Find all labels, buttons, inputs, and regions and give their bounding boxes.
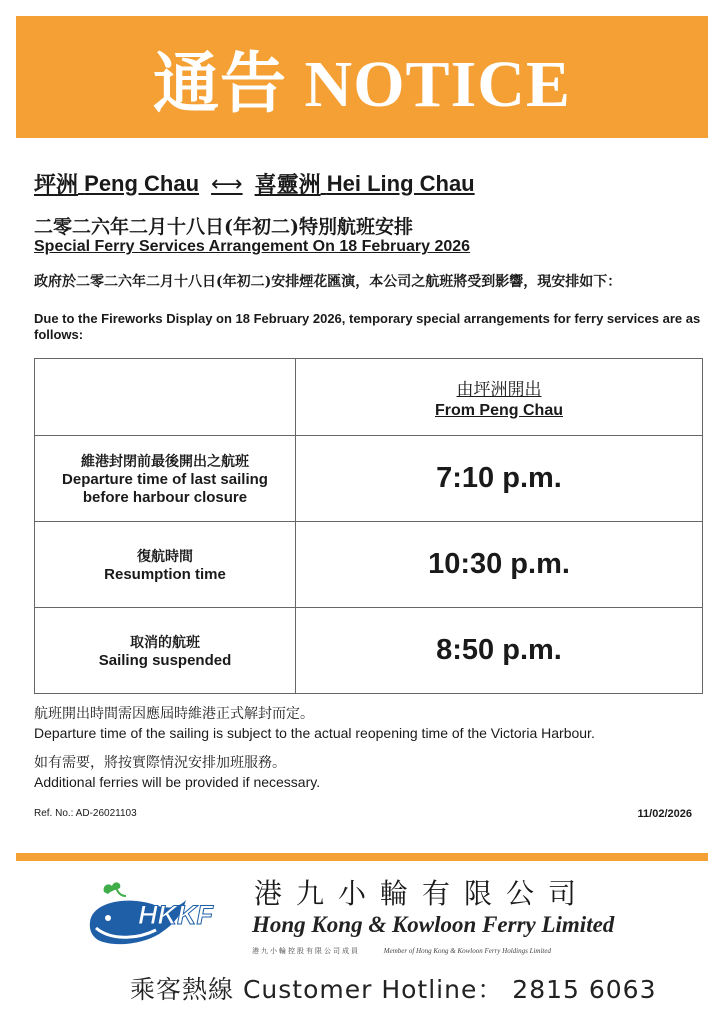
route-from-en: Peng Chau <box>84 170 200 196</box>
note-additional-zh: 如有需要，將按實際情況安排加班服務。 <box>34 755 286 771</box>
column-title-zh: 由坪洲開出 <box>456 379 542 400</box>
company-name-en: Hong Kong & Kowloon Ferry Limited <box>252 912 615 937</box>
table-row <box>35 436 703 522</box>
bidirectional-arrow-icon: ⟷ <box>211 170 243 196</box>
route-to-zh: 喜靈洲 <box>254 172 321 197</box>
row-label-zh: 復航時間 <box>137 548 193 565</box>
row-label-en: Departure time of last sailing <box>62 470 268 488</box>
table-header-column <box>296 359 703 436</box>
subtitle-zh: 二零二六年二月十八日(年初二)特別航班安排 <box>34 216 413 238</box>
schedule-table <box>34 358 703 694</box>
intro-zh: 政府於二零二六年二月十八日(年初二)安排煙花匯演，本公司之航班將受到影響，現安排如下： <box>34 274 622 290</box>
footer-divider <box>16 853 708 861</box>
company-membership <box>252 946 551 956</box>
note-reopening-en: Departure time of the sailing is subject to the actual reopening time of the Victoria Harbour. <box>34 725 595 741</box>
intro-en: Due to the Fireworks Display on 18 February 2026, temporary special arrangements for ferry services are as follows: <box>34 311 701 342</box>
route-from-zh: 坪洲 <box>34 172 79 197</box>
row-time: 7:10 p.m. <box>296 436 703 522</box>
table-header-empty <box>35 359 296 436</box>
membership-zh: 港九小輪控股有限公司成員 <box>252 947 360 955</box>
row-label-en: Resumption time <box>104 565 226 583</box>
notice-title: 通告 NOTICE <box>153 47 571 121</box>
customer-hotline: 乘客熱線 Customer Hotline： 2815 6063 <box>130 975 657 1004</box>
table-header-row <box>35 359 703 436</box>
note-reopening <box>34 703 714 741</box>
hkkf-whale-logo-icon <box>86 878 236 958</box>
membership-en: Member of Hong Kong & Kowloon Ferry Holdings Limited <box>383 947 551 955</box>
notice-banner <box>16 16 708 138</box>
reference-number: Ref. No.: AD-26021103 <box>34 808 137 819</box>
row-label-zh: 取消的航班 <box>130 634 200 651</box>
route-to-en: Hei Ling Chau <box>326 170 475 196</box>
subtitle-en: Special Ferry Services Arrangement On 18 February 2026 <box>34 238 471 255</box>
company-name-zh: 港九小輪有限公司 <box>254 877 591 910</box>
row-label-zh: 維港封閉前最後開出之航班 <box>81 453 249 470</box>
route-heading <box>34 168 694 199</box>
row-time: 10:30 p.m. <box>296 522 703 608</box>
notice-date: 11/02/2026 <box>637 808 692 820</box>
row-label <box>35 436 296 522</box>
row-label-en-line2: before harbour closure <box>82 488 248 506</box>
table-row <box>35 608 703 694</box>
note-additional <box>34 752 714 790</box>
row-label <box>35 608 296 694</box>
note-additional-en: Additional ferries will be provided if necessary. <box>34 774 321 790</box>
note-reopening-zh: 航班開出時間需因應屆時維港正式解封而定。 <box>34 706 314 722</box>
row-label-en: Sailing suspended <box>98 651 232 669</box>
column-title-en: From Peng Chau <box>434 401 563 419</box>
row-time: 8:50 p.m. <box>296 608 703 694</box>
row-label <box>35 522 296 608</box>
logo-text: HKKF <box>138 900 213 930</box>
table-row <box>35 522 703 608</box>
